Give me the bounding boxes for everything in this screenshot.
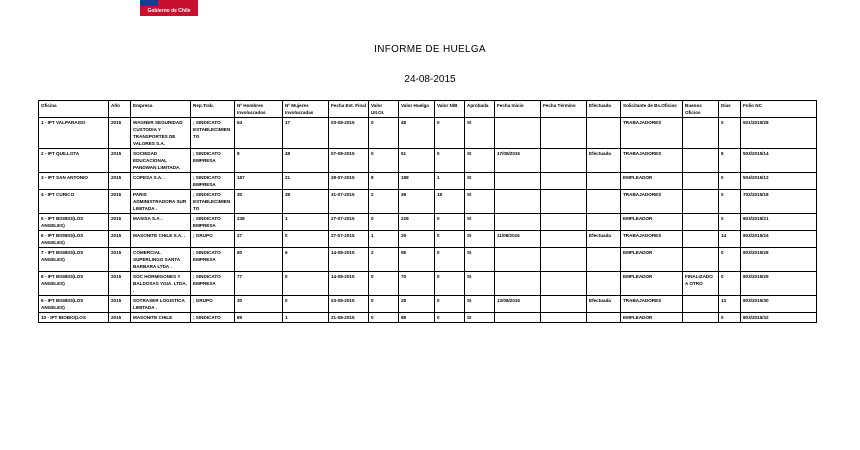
- cell-dias: 0: [719, 173, 741, 190]
- cell-buenos-oficios: [683, 296, 719, 313]
- cell-rep: ; GRUPO: [191, 296, 235, 313]
- cell-efectuada: [587, 214, 621, 231]
- cell-dias: 8: [719, 149, 741, 173]
- cell-hombres: 89: [235, 313, 283, 323]
- col-header: Valor Huelga: [399, 101, 435, 118]
- cell-solicitante: EMPLEADOR: [621, 173, 683, 190]
- cell-anio: 2015: [109, 173, 131, 190]
- cell-rep: ; SINDICATO ESTABLECIMIENTO: [191, 190, 235, 214]
- cell-valor-nb: 0: [435, 118, 465, 149]
- cell-fecha-final: 14-08-2015: [329, 272, 369, 296]
- cell-solicitante: EMPLEADOR: [621, 248, 683, 272]
- cell-aprobada: SI: [465, 118, 495, 149]
- strike-report-table: [38, 100, 817, 323]
- col-header: Nº Mujeres Involucradas: [283, 101, 329, 118]
- cell-fecha-inicio: [495, 248, 541, 272]
- col-header: Oficina: [39, 101, 109, 118]
- cell-aprobada: SI: [465, 173, 495, 190]
- cell-fecha-termino: [541, 173, 587, 190]
- cell-fecha-final: 27-07-2015: [329, 214, 369, 231]
- cell-rep: ; SINDICATO EMPRESA: [191, 149, 235, 173]
- cell-anio: 2015: [109, 214, 131, 231]
- cell-anio: 2015: [109, 313, 131, 323]
- cell-oficina: 7 - IPT BIOBIO(LOS ANGELES): [39, 248, 109, 272]
- cell-valor-huelga: 88: [399, 313, 435, 323]
- cell-hombres: 8: [235, 149, 283, 173]
- cell-valor-huelga: 70: [399, 272, 435, 296]
- cell-mujeres: 0: [283, 296, 329, 313]
- col-header: Días: [719, 101, 741, 118]
- col-header: Nº Hombres Involucrados: [235, 101, 283, 118]
- cell-hombres: 27: [235, 231, 283, 248]
- table-row: [39, 190, 817, 214]
- cell-mujeres: 0: [283, 231, 329, 248]
- cell-empresa: PARIS ADMINISTRADORA SUR LIMITADA .: [131, 190, 191, 214]
- cell-dias: 0: [719, 214, 741, 231]
- cell-dias: 0: [719, 313, 741, 323]
- cell-valor-nb: 1: [435, 173, 465, 190]
- cell-empresa: WAGNER SEGURIDAD CUSTODIA Y TRANSPORTES DE VALORES S.A.: [131, 118, 191, 149]
- col-header: Valor UII.OI.: [369, 101, 399, 118]
- cell-buenos-oficios: [683, 149, 719, 173]
- cell-hombres: 30: [235, 296, 283, 313]
- cell-efectuada: [587, 313, 621, 323]
- cell-hombres: 54: [235, 118, 283, 149]
- col-header: Folio NC: [741, 101, 817, 118]
- cell-valor-ui: 0: [369, 214, 399, 231]
- logo-blue-block: [140, 0, 158, 6]
- table-row: [39, 296, 817, 313]
- cell-valor-nb: 18: [435, 190, 465, 214]
- cell-anio: 2015: [109, 190, 131, 214]
- cell-mujeres: 0: [283, 272, 329, 296]
- cell-empresa: COPESA S.A. .: [131, 173, 191, 190]
- cell-valor-ui: 0: [369, 313, 399, 323]
- cell-rep: ; SINDICATO EMPRESA: [191, 272, 235, 296]
- cell-efectuada: [587, 190, 621, 214]
- cell-oficina: 3 - IPT SAN ANTONIO: [39, 173, 109, 190]
- cell-fecha-inicio: [495, 190, 541, 214]
- cell-anio: 2015: [109, 149, 131, 173]
- cell-efectuada: Efectuada: [587, 231, 621, 248]
- cell-buenos-oficios: [683, 173, 719, 190]
- cell-fecha-final: 14-08-2015: [329, 248, 369, 272]
- cell-valor-ui: 0: [369, 296, 399, 313]
- cell-efectuada: Efectuada: [587, 296, 621, 313]
- cell-valor-huelga: 228: [399, 214, 435, 231]
- table-row: [39, 272, 817, 296]
- cell-buenos-oficios: [683, 118, 719, 149]
- cell-aprobada: SI: [465, 313, 495, 323]
- cell-fecha-termino: [541, 190, 587, 214]
- cell-rep: ; SINDICATO EMPRESA: [191, 248, 235, 272]
- cell-hombres: 77: [235, 272, 283, 296]
- col-header: Aprobada: [465, 101, 495, 118]
- cell-aprobada: SI: [465, 149, 495, 173]
- cell-fecha-inicio: 12/08/2015: [495, 296, 541, 313]
- cell-fecha-final: 07-08-2015: [329, 149, 369, 173]
- cell-folio: 803/2015/21: [741, 214, 817, 231]
- col-header: Año: [109, 101, 131, 118]
- col-header: Empresa: [131, 101, 191, 118]
- cell-dias: 0: [719, 272, 741, 296]
- cell-empresa: MASONITE CHILE S.A. .: [131, 231, 191, 248]
- cell-fecha-termino: [541, 214, 587, 231]
- cell-fecha-termino: [541, 272, 587, 296]
- cell-hombres: 238: [235, 214, 283, 231]
- cell-valor-huelga: 51: [399, 149, 435, 173]
- cell-solicitante: EMPLEADOR: [621, 272, 683, 296]
- cell-empresa: MASONITE CHILE: [131, 313, 191, 323]
- cell-valor-nb: 0: [435, 149, 465, 173]
- cell-buenos-oficios: [683, 190, 719, 214]
- cell-solicitante: EMPLEADOR: [621, 313, 683, 323]
- cell-valor-huelga: 188: [399, 173, 435, 190]
- cell-folio: 803/2015/28: [741, 248, 817, 272]
- cell-valor-ui: 0: [369, 272, 399, 296]
- cell-solicitante: EMPLEADOR: [621, 214, 683, 231]
- cell-solicitante: TRABAJADORES: [621, 190, 683, 214]
- report-title: INFORME DE HUELGA: [374, 44, 486, 55]
- cell-anio: 2015: [109, 248, 131, 272]
- table-row: [39, 214, 817, 231]
- cell-folio: 501/2015/28: [741, 118, 817, 149]
- cell-oficina: 5 - IPT BIOBIO(LOS ANGELES): [39, 214, 109, 231]
- cell-hombres: 187: [235, 173, 283, 190]
- cell-empresa: SOC HORMIGONES Y BALDOSAS YGIA. LTDA. .: [131, 272, 191, 296]
- cell-valor-ui: 2: [369, 190, 399, 214]
- cell-fecha-inicio: [495, 313, 541, 323]
- cell-dias: 14: [719, 231, 741, 248]
- cell-valor-nb: 0: [435, 248, 465, 272]
- cell-dias: 13: [719, 296, 741, 313]
- cell-valor-huelga: 58: [399, 248, 435, 272]
- cell-fecha-inicio: [495, 118, 541, 149]
- cell-mujeres: 1: [283, 214, 329, 231]
- cell-valor-huelga: 25: [399, 231, 435, 248]
- cell-valor-nb: 0: [435, 313, 465, 323]
- cell-mujeres: 17: [283, 118, 329, 149]
- table-row: [39, 118, 817, 149]
- cell-oficina: 4 - IPT CURICO: [39, 190, 109, 214]
- cell-fecha-termino: [541, 118, 587, 149]
- cell-oficina: 1 - IPT VALPARAISO: [39, 118, 109, 149]
- cell-anio: 2015: [109, 231, 131, 248]
- cell-fecha-termino: [541, 231, 587, 248]
- cell-valor-nb: 0: [435, 272, 465, 296]
- cell-fecha-termino: [541, 248, 587, 272]
- cell-hombres: 30: [235, 190, 283, 214]
- cell-oficina: 2 - IPT QUILLOTA: [39, 149, 109, 173]
- cell-fecha-final: 03-08-2015: [329, 296, 369, 313]
- table-row: [39, 248, 817, 272]
- cell-aprobada: SI: [465, 296, 495, 313]
- table-header-row: [39, 101, 817, 118]
- cell-mujeres: 38: [283, 190, 329, 214]
- cell-fecha-termino: [541, 149, 587, 173]
- cell-aprobada: SI: [465, 231, 495, 248]
- col-header: Buenos Oficios: [683, 101, 719, 118]
- cell-dias: 0: [719, 118, 741, 149]
- cell-oficina: 10 - IPT BIOBIO(LOS: [39, 313, 109, 323]
- cell-aprobada: SI: [465, 190, 495, 214]
- table-row: [39, 231, 817, 248]
- cell-hombres: 80: [235, 248, 283, 272]
- cell-valor-ui: 0: [369, 149, 399, 173]
- cell-oficina: 8 - IPT BIOBIO(LOS ANGELES): [39, 272, 109, 296]
- col-header: Valor N/B: [435, 101, 465, 118]
- cell-aprobada: SI: [465, 214, 495, 231]
- cell-folio: 803/2015/24: [741, 231, 817, 248]
- cell-valor-huelga: 48: [399, 118, 435, 149]
- cell-buenos-oficios: FINALIZADO A OTRO: [683, 272, 719, 296]
- cell-valor-ui: 1: [369, 231, 399, 248]
- cell-folio: 803/2015/29: [741, 272, 817, 296]
- cell-fecha-termino: [541, 296, 587, 313]
- cell-efectuada: [587, 272, 621, 296]
- cell-mujeres: 21: [283, 173, 329, 190]
- cell-empresa: SOTRASER LOGISTICA LIMITADA .: [131, 296, 191, 313]
- cell-empresa: MASISA S.A. .: [131, 214, 191, 231]
- cell-buenos-oficios: [683, 313, 719, 323]
- cell-oficina: 6 - IPT BIOBIO(LOS ANGELES): [39, 231, 109, 248]
- cell-valor-nb: 0: [435, 231, 465, 248]
- cell-buenos-oficios: [683, 248, 719, 272]
- col-header: Fecha Inicio: [495, 101, 541, 118]
- cell-solicitante: TRABAJADORES: [621, 231, 683, 248]
- cell-efectuada: Efectuada: [587, 149, 621, 173]
- cell-buenos-oficios: [683, 214, 719, 231]
- cell-oficina: 9 - IPT BIOBIO(LOS ANGELES): [39, 296, 109, 313]
- col-header: Solicitante de Bs.Oficios: [621, 101, 683, 118]
- cell-solicitante: TRABAJADORES: [621, 149, 683, 173]
- cell-mujeres: 48: [283, 149, 329, 173]
- cell-valor-nb: 0: [435, 214, 465, 231]
- cell-fecha-final: 03-08-2015: [329, 118, 369, 149]
- cell-aprobada: SI: [465, 248, 495, 272]
- logo-text: Gobierno de Chile: [147, 8, 191, 14]
- col-header: Fecha Est. Final: [329, 101, 369, 118]
- cell-fecha-final: 27-07-2015: [329, 231, 369, 248]
- cell-fecha-inicio: 17/08/2015: [495, 149, 541, 173]
- cell-fecha-inicio: [495, 214, 541, 231]
- cell-anio: 2015: [109, 296, 131, 313]
- cell-empresa: COMERCIAL SUPERLINGO SANTA BARBARA LTDA .: [131, 248, 191, 272]
- cell-folio: 803/2015/30: [741, 296, 817, 313]
- cell-mujeres: 6: [283, 248, 329, 272]
- cell-valor-ui: 8: [369, 173, 399, 190]
- cell-rep: ; SINDICATO ESTABLECIMIENTO: [191, 118, 235, 149]
- cell-rep: ; SINDICATO: [191, 313, 235, 323]
- cell-rep: ; SINDICATO EMPRESA: [191, 214, 235, 231]
- cell-dias: 0: [719, 248, 741, 272]
- cell-fecha-final: 28-07-2015: [329, 173, 369, 190]
- cell-valor-ui: 2: [369, 248, 399, 272]
- cell-efectuada: [587, 248, 621, 272]
- cell-efectuada: [587, 173, 621, 190]
- cell-valor-ui: 0: [369, 118, 399, 149]
- cell-solicitante: TRABAJADORES: [621, 296, 683, 313]
- cell-solicitante: TRABAJADORES: [621, 118, 683, 149]
- cell-mujeres: 1: [283, 313, 329, 323]
- table-row: [39, 173, 817, 190]
- cell-empresa: SOCIEDAD EDUCACIONAL PANDWAN LIMITADA.: [131, 149, 191, 173]
- table-body: [39, 118, 817, 323]
- cell-folio: 503/2015/14: [741, 149, 817, 173]
- cell-fecha-inicio: [495, 173, 541, 190]
- cell-efectuada: [587, 118, 621, 149]
- cell-rep: ; GRUPO: [191, 231, 235, 248]
- cell-fecha-final: 31-07-2015: [329, 190, 369, 214]
- report-date: 24-08-2015: [404, 74, 456, 85]
- cell-dias: 0: [719, 190, 741, 214]
- cell-fecha-final: 21-08-2015: [329, 313, 369, 323]
- cell-folio: 504/2015/12: [741, 173, 817, 190]
- cell-buenos-oficios: [683, 231, 719, 248]
- cell-folio: 803/2015/32: [741, 313, 817, 323]
- cell-anio: 2015: [109, 272, 131, 296]
- col-header: Rep.Trab.: [191, 101, 235, 118]
- col-header: Efectuada: [587, 101, 621, 118]
- col-header: Fecha Término: [541, 101, 587, 118]
- cell-fecha-termino: [541, 313, 587, 323]
- cell-aprobada: SI: [465, 272, 495, 296]
- table-row: [39, 149, 817, 173]
- cell-valor-nb: 0: [435, 296, 465, 313]
- cell-rep: ; SINDICATO EMPRESA: [191, 173, 235, 190]
- table-row: [39, 313, 817, 323]
- cell-fecha-inicio: 11/08/2015: [495, 231, 541, 248]
- cell-folio: 702/2015/18: [741, 190, 817, 214]
- cell-fecha-inicio: [495, 272, 541, 296]
- cell-valor-huelga: 28: [399, 296, 435, 313]
- cell-valor-huelga: 38: [399, 190, 435, 214]
- cell-anio: 2015: [109, 118, 131, 149]
